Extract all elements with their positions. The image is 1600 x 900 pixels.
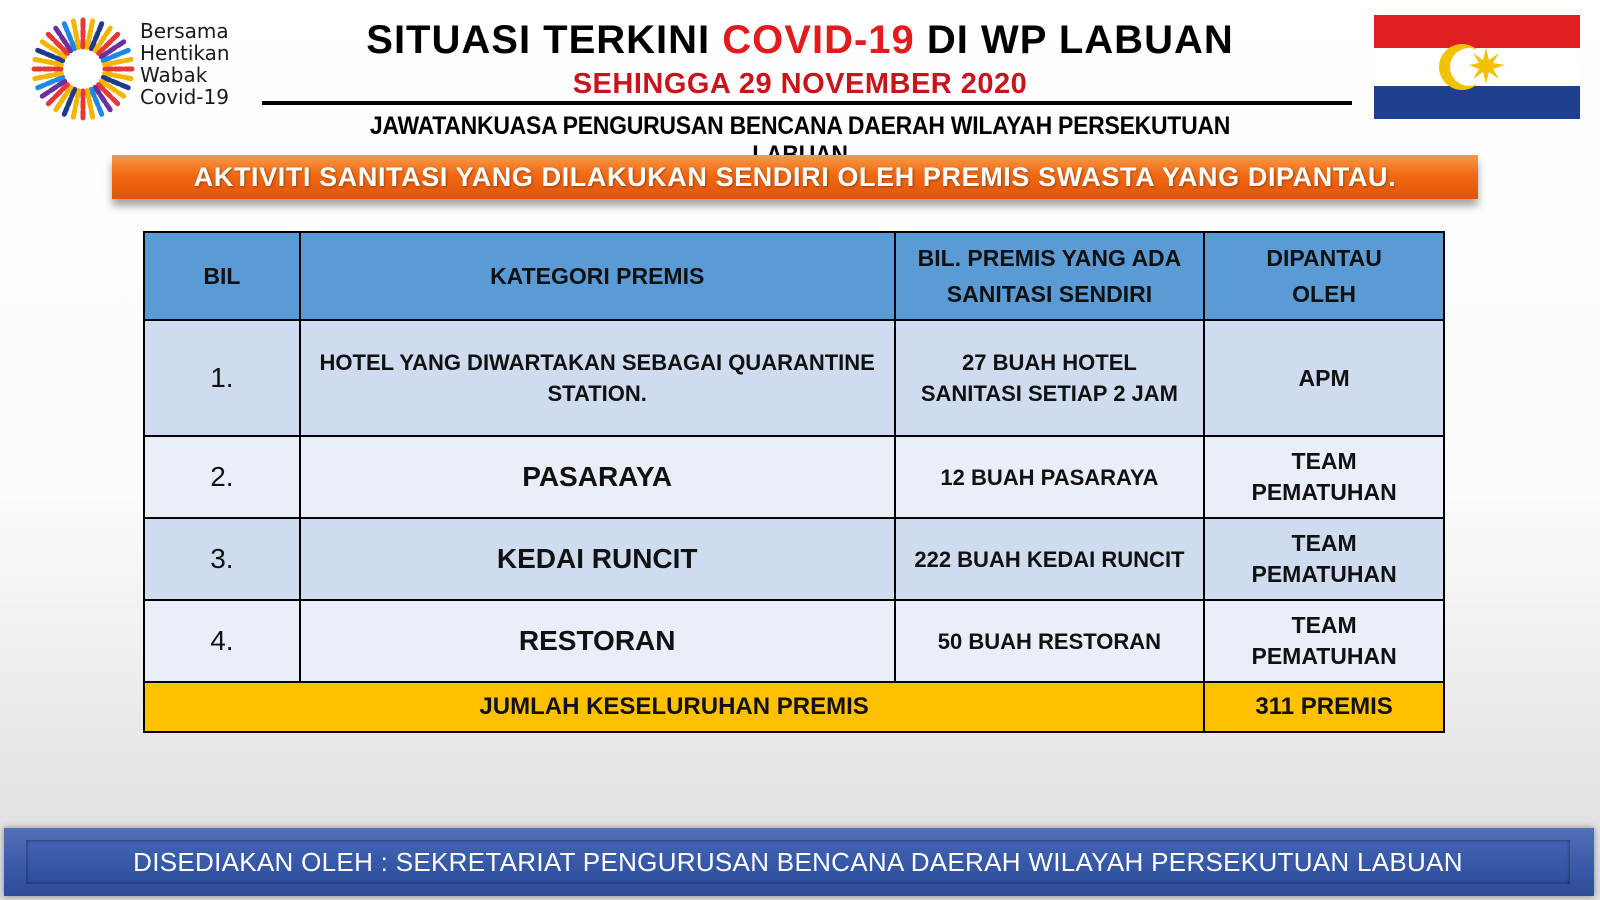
cell-bil: 2. — [144, 436, 300, 518]
cell-bil: 3. — [144, 518, 300, 600]
section-banner: AKTIVITI SANITASI YANG DILAKUKAN SENDIRI OLEH PREMIS SWASTA YANG DIPANTAU. — [112, 155, 1478, 199]
cell-kategori: PASARAYA — [300, 436, 895, 518]
logo-line: Hentikan — [140, 41, 230, 65]
table-row — [144, 600, 1444, 682]
cell-line: SANITASI SETIAP 2 JAM — [920, 381, 1178, 406]
committee-name: JAWATANKUASA PENGURUSAN BENCANA DAERAH WILAYAH PERSEKUTUAN — [369, 112, 1231, 140]
cell-count: 222 BUAH KEDAI RUNCIT — [895, 518, 1205, 600]
cell-line: PEMATUHAN — [1251, 643, 1397, 669]
title-post: DI WP LABUAN — [926, 18, 1234, 62]
sanitation-table — [143, 231, 1445, 733]
logo-text — [140, 20, 230, 108]
cell-line: TEAM — [1291, 612, 1357, 638]
table-row — [144, 436, 1444, 518]
cell-monitor — [1204, 600, 1444, 682]
title-highlight: COVID-19 — [722, 18, 915, 62]
page-subtitle: SEHINGGA 29 NOVEMBER 2020 — [572, 68, 1028, 100]
header-line: OLEH — [1292, 281, 1357, 307]
cell-kategori — [300, 320, 895, 436]
page-title — [290, 18, 1310, 63]
header-line: BIL. PREMIS YANG ADA — [917, 245, 1182, 271]
title-pre: SITUASI TERKINI — [366, 18, 711, 62]
cell-line: STATION. — [547, 381, 647, 406]
cell-monitor — [1204, 518, 1444, 600]
header-bil: BIL — [144, 232, 300, 320]
logo-line: Bersama — [140, 19, 229, 43]
header-line: SANITASI SENDIRI — [946, 281, 1153, 307]
header-line: DIPANTAU — [1266, 245, 1382, 271]
cell-count: 50 BUAH RESTORAN — [895, 600, 1205, 682]
cell-line: PEMATUHAN — [1251, 479, 1397, 505]
sunburst-logo-icon — [28, 14, 138, 124]
labuan-flag-icon — [1374, 15, 1580, 119]
header-kategori: KATEGORI PREMIS — [300, 232, 895, 320]
cell-line: TEAM — [1291, 530, 1357, 556]
cell-kategori: KEDAI RUNCIT — [300, 518, 895, 600]
footer-text: DISEDIAKAN OLEH : SEKRETARIAT PENGURUSAN BENCANA DAERAH WILAYAH PERSEKUTUAN LABUAN — [26, 840, 1570, 884]
cell-kategori: RESTORAN — [300, 600, 895, 682]
table-row — [144, 518, 1444, 600]
total-label: JUMLAH KESELURUHAN PREMIS — [144, 682, 1204, 732]
logo-line: Covid-19 — [140, 85, 229, 109]
cell-count — [895, 320, 1205, 436]
logo-line: Wabak — [140, 63, 208, 87]
cell-count: 12 BUAH PASARAYA — [895, 436, 1205, 518]
cell-line: 27 BUAH HOTEL — [962, 350, 1137, 375]
cell-line: PEMATUHAN — [1251, 561, 1397, 587]
total-row — [144, 682, 1444, 732]
cell-line: HOTEL YANG DIWARTAKAN SEBAGAI QUARANTINE — [319, 350, 875, 375]
covid-campaign-logo — [28, 14, 268, 124]
total-value: 311 PREMIS — [1204, 682, 1444, 732]
cell-monitor: APM — [1204, 320, 1444, 436]
header-dipantau — [1204, 232, 1444, 320]
cell-monitor — [1204, 436, 1444, 518]
table-row — [144, 320, 1444, 436]
table-header-row — [144, 232, 1444, 320]
header-bil-premis — [895, 232, 1205, 320]
cell-bil: 4. — [144, 600, 300, 682]
cell-line: TEAM — [1291, 448, 1357, 474]
title-divider — [262, 101, 1352, 105]
cell-bil: 1. — [144, 320, 300, 436]
footer-bar — [4, 828, 1594, 896]
